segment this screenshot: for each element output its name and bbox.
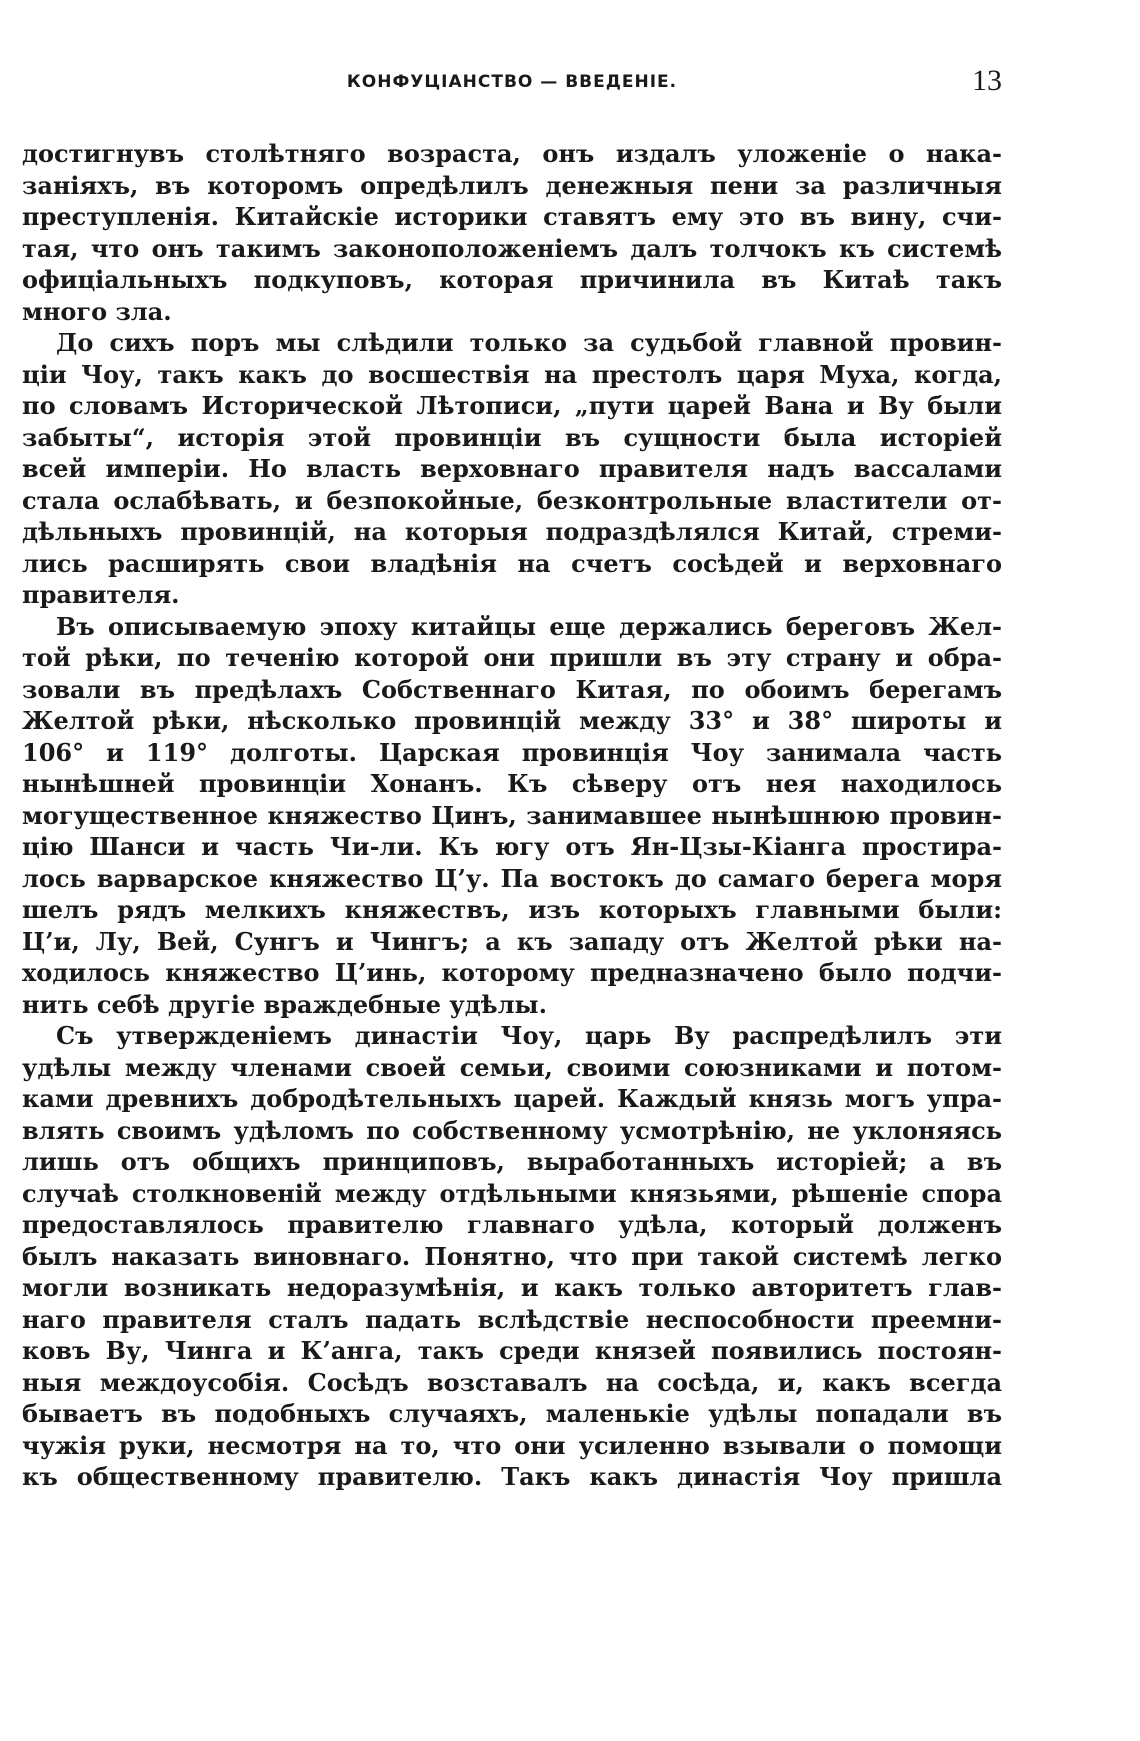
text-line: правителя. xyxy=(22,580,180,609)
text-line: случаѣ столкновеній между отдѣльными князьями, рѣшеніе спора xyxy=(22,1178,1002,1208)
text-line: наго правителя сталъ падать вслѣдствіе неспособности преемни- xyxy=(22,1304,1002,1334)
text-line: предоставлялось правителю главнаго удѣла, который долженъ xyxy=(22,1210,1002,1239)
text-line: лишь отъ общихъ принциповъ, выработанныхъ исторіей; а въ xyxy=(22,1147,1002,1176)
text-line: лись расширять свои владѣнія на счетъ сосѣдей и верховнаго xyxy=(22,548,1002,578)
text-line: по словамъ Исторической Лѣтописи, „пути царей Вана и Ву были xyxy=(22,391,1002,420)
text-line: ками древнихъ добродѣтельныхъ царей. Каждый князь могъ упра- xyxy=(22,1084,1002,1113)
text-line: лось варварское княжество Ц’у. Па востокъ до самаго берега моря xyxy=(22,863,1002,893)
text-line: стала ослабѣвать, и безпокойные, безконтрольные властители от- xyxy=(22,485,1002,515)
text-line: могли возникать недоразумѣнія, и какъ только авторитетъ глав- xyxy=(22,1273,1002,1302)
text-line: много зла. xyxy=(22,296,172,326)
paragraph xyxy=(22,327,1002,611)
text-line: Желтой рѣки, нѣсколько провинцій между 33° и 38° широты и xyxy=(22,706,1002,735)
text-line: той рѣки, по теченію которой они пришли въ эту страну и обра- xyxy=(22,643,1002,672)
text-line: ковъ Ву, Чинга и К’анга, такъ среди князей появились постоян- xyxy=(22,1336,1002,1365)
paragraph xyxy=(22,138,1002,327)
text-line: ныя междоусобія. Сосѣдъ возставалъ на сосѣда, и, какъ всегда xyxy=(22,1367,1002,1397)
text-line: дѣльныхъ провинцій, на которыя подраздѣлялся Китай, стреми- xyxy=(22,517,1002,546)
text-line: всей имперіи. Но власть верховнаго правителя надъ вассалами xyxy=(22,454,1002,483)
book-page xyxy=(22,62,1002,1493)
running-head: КОНФУЦІАНСТВО — ВВЕДЕНІЕ. xyxy=(346,72,678,92)
page-header xyxy=(22,62,1002,102)
text-line: влять своимъ удѣломъ по собственному усмотрѣнію, не уклоняясь xyxy=(22,1115,1002,1145)
text-line: Съ утвержденіемъ династіи Чоу, царь Ву распредѣлилъ эти xyxy=(56,1021,1002,1050)
text-line: офиціальныхъ подкуповъ, которая причинила въ Китаѣ такъ xyxy=(22,265,1002,294)
paragraph xyxy=(22,611,1002,1021)
text-line: былъ наказать виновнаго. Понятно, что при такой системѣ легко xyxy=(22,1241,1002,1271)
text-line: нить себѣ другіе враждебные удѣлы. xyxy=(22,989,547,1019)
text-line: 106° и 119° долготы. Царская провинція Чоу занимала часть xyxy=(22,737,1002,767)
text-line: къ общественному правителю. Такъ какъ династія Чоу пришла xyxy=(22,1462,1002,1491)
page-number: 13 xyxy=(972,64,1002,97)
text-line: тая, что онъ такимъ законоположеніемъ далъ толчокъ къ системѣ xyxy=(22,233,1002,263)
page-body xyxy=(22,138,1002,1493)
text-line: До сихъ поръ мы слѣдили только за судьбой главной провин- xyxy=(56,328,1002,357)
text-line: Ц’и, Лу, Вей, Сунгъ и Чингъ; а къ западу отъ Желтой рѣки на- xyxy=(22,926,1002,956)
text-line: могущественное княжество Цинъ, занимавшее нынѣшнюю провин- xyxy=(22,800,1002,830)
text-line: удѣлы между членами своей семьи, своими союзниками и потом- xyxy=(22,1052,1002,1082)
text-line: шелъ рядъ мелкихъ княжествъ, изъ которыхъ главными были: xyxy=(22,895,1002,924)
text-line: преступленія. Китайскіе историки ставятъ ему это въ вину, счи- xyxy=(22,202,1002,231)
text-line: бываетъ въ подобныхъ случаяхъ, маленькіе удѣлы попадали въ xyxy=(22,1399,1002,1428)
text-line: заніяхъ, въ которомъ опредѣлилъ денежныя пени за различныя xyxy=(22,170,1002,200)
text-line: Въ описываемую эпоху китайцы еще держались береговъ Жел- xyxy=(56,611,1002,641)
text-line: чужія руки, несмотря на то, что они усиленно взывали о помощи xyxy=(22,1430,1002,1460)
text-line: нынѣшней провинціи Хонанъ. Къ сѣверу отъ нея находилось xyxy=(22,769,1002,798)
text-line: ціи Чоу, такъ какъ до восшествія на престолъ царя Муха, когда, xyxy=(22,359,1002,389)
text-line: ходилось княжество Ц’инь, которому предназначено было подчи- xyxy=(22,958,1002,987)
paragraph xyxy=(22,1020,1002,1493)
text-line: забыты“, исторія этой провинціи въ сущности была исторіей xyxy=(22,422,1002,452)
text-line: зовали въ предѣлахъ Собственнаго Китая, по обоимъ берегамъ xyxy=(22,674,1002,704)
text-line: достигнувъ столѣтняго возраста, онъ издалъ уложеніе о нака- xyxy=(22,139,1002,168)
text-line: цію Шанси и часть Чи-ли. Къ югу отъ Ян-Цзы-Кіанга простира- xyxy=(22,832,1002,861)
